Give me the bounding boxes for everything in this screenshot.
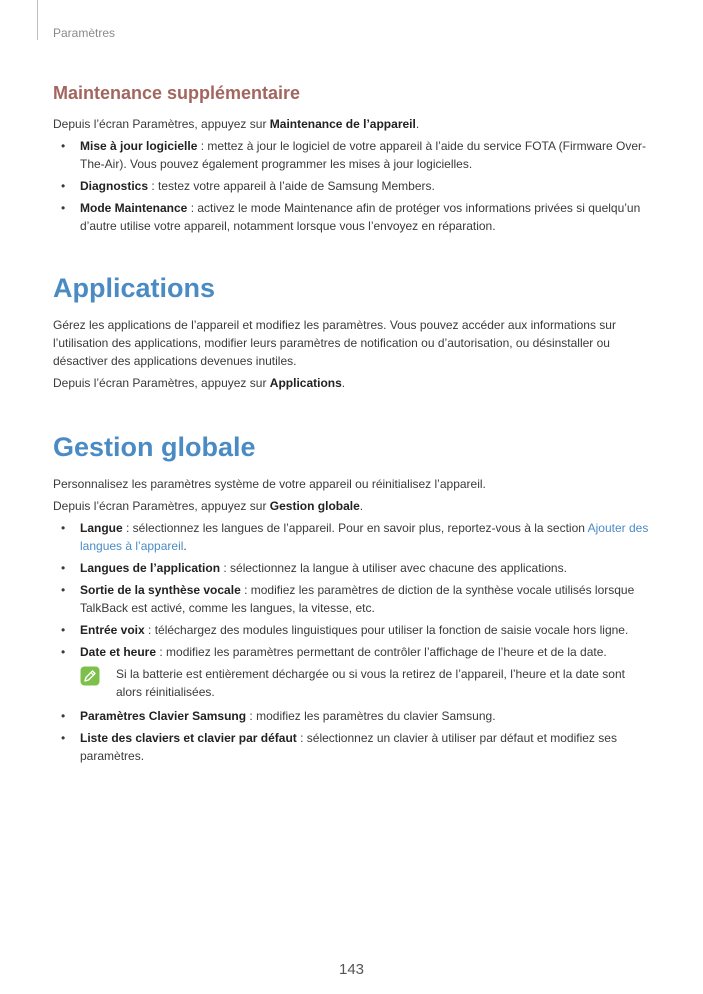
applications-description: Gérez les applications de l’appareil et modifiez les paramètres. Vous pouvez accéder aux informations sur l’utilisation des applications, modifier leurs paramètres de notification ou d’autorisation, ou désinstaller ou désactiver des applications devenues inutiles.: [53, 318, 616, 368]
list-item: • Mode Maintenance : activez le mode Maintenance afin de protéger vos informations privées si quelqu’un d’autre utilise votre appareil, notamment lorsque vous l’envoyez en réparation.: [61, 201, 641, 233]
list-item: • Diagnostics : testez votre appareil à l’aide de Samsung Members.: [61, 179, 435, 193]
bullet-icon: •: [61, 583, 66, 597]
running-header: Paramètres: [53, 26, 116, 40]
applications-intro: Depuis l’écran Paramètres, appuyez sur Applications.: [53, 376, 346, 390]
gestion-intro: Depuis l’écran Paramètres, appuyez sur Gestion globale.: [53, 499, 364, 513]
bullet-icon: •: [61, 201, 66, 215]
bullet-icon: •: [61, 521, 66, 535]
list-item: • Date et heure : modifiez les paramètres permettant de contrôler l’affichage de l’heure et de la date.: [61, 645, 607, 659]
list-item: • Paramètres Clavier Samsung : modifiez les paramètres du clavier Samsung.: [61, 709, 496, 723]
list-item: • Langues de l’application : sélectionnez la langue à utiliser avec chacune des applications.: [61, 561, 567, 575]
maintenance-intro: Depuis l’écran Paramètres, appuyez sur Maintenance de l’appareil.: [53, 117, 420, 131]
note-pencil-icon: [80, 666, 100, 686]
list-item: • Langue : sélectionnez les langues de l’appareil. Pour en savoir plus, reportez-vous à la section Ajouter des langues à l’appareil.: [61, 521, 649, 553]
gestion-description: Personnalisez les paramètres système de votre appareil ou réinitialisez l’appareil.: [53, 477, 486, 491]
bullet-icon: •: [61, 561, 66, 575]
note-text: Si la batterie est entièrement déchargée ou si vous la retirez de l’appareil, l’heure et la date sont alors réinitialisées.: [116, 667, 625, 699]
gestion-list: [53, 519, 653, 661]
page-number: 143: [338, 961, 365, 978]
list-item: • Mise à jour logicielle : mettez à jour le logiciel de votre appareil à l’aide du service FOTA (Firmware Over-The-Air). Vous pouvez également programmer les mises à jour logicielles.: [61, 139, 646, 171]
bullet-icon: •: [61, 623, 66, 637]
list-item: • Entrée voix : téléchargez des modules linguistiques pour utiliser la fonction de saisie vocale hors ligne.: [61, 623, 629, 637]
bullet-icon: •: [61, 179, 66, 193]
header-divider: [37, 0, 38, 40]
list-item: • Liste des claviers et clavier par défaut : sélectionnez un clavier à utiliser par défaut et modifiez ses paramètres.: [61, 731, 617, 763]
bullet-icon: •: [61, 731, 66, 745]
list-item: • Sortie de la synthèse vocale : modifiez les paramètres de diction de la synthèse vocale utilisés lorsque TalkBack est activé, comme les langues, la vitesse, etc.: [61, 583, 635, 615]
note-block: [53, 665, 653, 701]
section-heading-maintenance: Maintenance supplémentaire: [53, 83, 301, 103]
bullet-icon: •: [61, 645, 66, 659]
link-ajouter-langues[interactable]: Ajouter des langues à l’appareil: [80, 521, 649, 553]
section-heading-applications: Applications: [53, 273, 216, 303]
section-heading-gestion-globale: Gestion globale: [53, 432, 256, 462]
bullet-icon: •: [61, 139, 66, 153]
page-content: [53, 80, 653, 769]
gestion-list-continued: [53, 707, 653, 765]
maintenance-list: [53, 137, 653, 235]
bullet-icon: •: [61, 709, 66, 723]
